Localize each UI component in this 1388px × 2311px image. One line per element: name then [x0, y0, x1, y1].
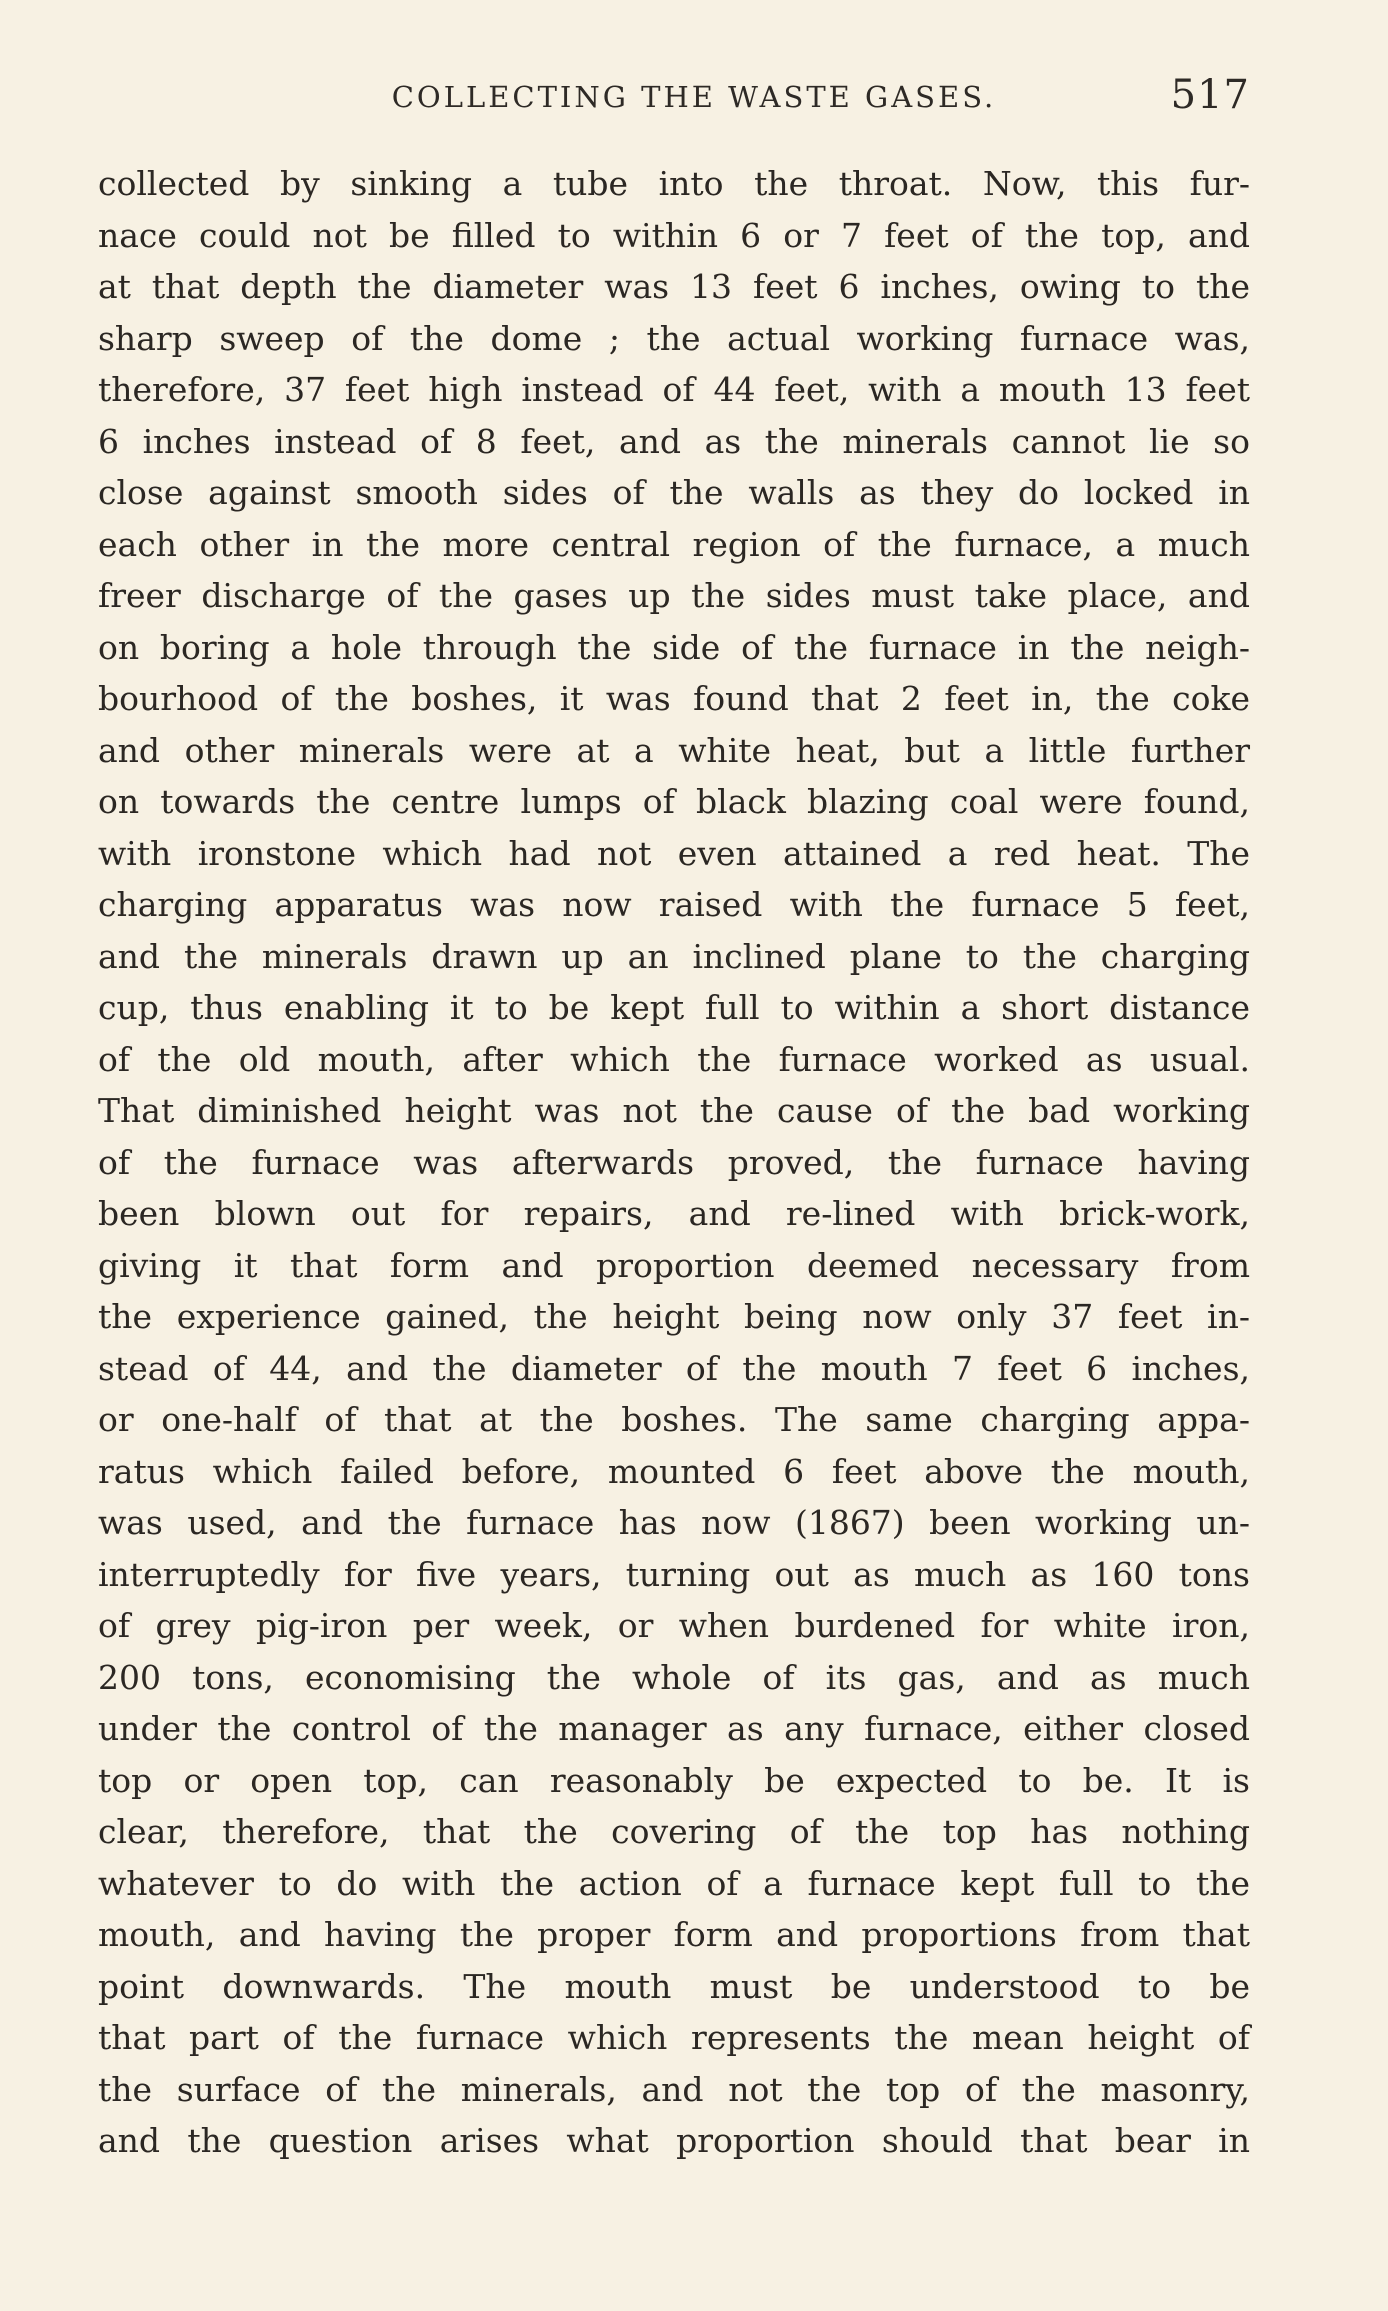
- text-line: 200 tons, economising the whole of its gas, and as much: [98, 1657, 1250, 1697]
- text-line: cup, thus enabling it to be kept full to within a short distance: [98, 988, 1250, 1027]
- text-line: the surface of the minerals, and not the top of the masonry,: [98, 2069, 1250, 2109]
- text-line: bourhood of the boshes, it was found that 2 feet in, the coke: [98, 679, 1250, 718]
- text-line: that part of the furnace which represents the mean height of: [98, 2018, 1250, 2057]
- text-line: on boring a hole through the side of the furnace in the neigh-: [98, 627, 1250, 667]
- text-line: top or open top, can reasonably be expected to be. It is: [98, 1760, 1250, 1800]
- text-line: under the control of the manager as any furnace, either closed: [98, 1709, 1250, 1748]
- text-line: of the old mouth, after which the furnace worked as usual.: [98, 1039, 1250, 1079]
- text-line: charging apparatus was now raised with the furnace 5 feet,: [98, 885, 1250, 924]
- text-line: close against smooth sides of the walls as they do locked in: [98, 473, 1250, 512]
- text-line: nace could not be filled to within 6 or 7 feet of the top, and: [98, 215, 1250, 255]
- body-text: [98, 158, 1250, 2167]
- text-line: was used, and the furnace has now (1867) been working un-: [98, 1503, 1250, 1542]
- text-line: point downwards. The mouth must be understood to be: [98, 1966, 1250, 2006]
- text-line: interruptedly for five years, turning out as much as 160 tons: [98, 1554, 1250, 1594]
- text-line: collected by sinking a tube into the throat. Now, this fur-: [98, 164, 1250, 203]
- text-line: giving it that form and proportion deemed necessary from: [98, 1245, 1250, 1285]
- text-line: with ironstone which had not even attained a red heat. The: [98, 833, 1250, 873]
- text-line: each other in the more central region of the furnace, a much: [98, 524, 1250, 564]
- text-line: ratus which failed before, mounted 6 feet above the mouth,: [98, 1451, 1250, 1491]
- text-line: freer discharge of the gases up the sides must take place, and: [98, 576, 1250, 615]
- running-head: [98, 72, 1250, 128]
- text-line: sharp sweep of the dome ; the actual working furnace was,: [98, 318, 1250, 358]
- text-line: stead of 44, and the diameter of the mouth 7 feet 6 inches,: [98, 1348, 1250, 1388]
- text-line: therefore, 37 feet high instead of 44 feet, with a mouth 13 feet: [98, 370, 1250, 409]
- text-line: 6 inches instead of 8 feet, and as the minerals cannot lie so: [98, 421, 1250, 461]
- text-line: the experience gained, the height being now only 37 feet in-: [98, 1297, 1250, 1336]
- text-line: and the question arises what proportion should that bear in: [98, 2121, 1250, 2160]
- text-line: mouth, and having the proper form and proportions from that: [98, 1915, 1250, 1954]
- text-line: That diminished height was not the cause of the bad working: [98, 1091, 1250, 1130]
- text-line: and the minerals drawn up an inclined plane to the charging: [98, 936, 1250, 976]
- text-line: or one-half of that at the boshes. The same charging appa-: [98, 1400, 1250, 1439]
- text-line: clear, therefore, that the covering of the top has nothing: [98, 1812, 1250, 1851]
- text-line: of grey pig-iron per week, or when burdened for white iron,: [98, 1606, 1250, 1645]
- text-line: on towards the centre lumps of black blazing coal were found,: [98, 782, 1250, 821]
- text-line: at that depth the diameter was 13 feet 6 inches, owing to the: [98, 267, 1250, 306]
- page-number: 517: [1170, 72, 1250, 118]
- text-line: been blown out for repairs, and re-lined with brick-work,: [98, 1194, 1250, 1233]
- text-line: and other minerals were at a white heat, but a little further: [98, 730, 1250, 770]
- text-line: of the furnace was afterwards proved, the furnace having: [98, 1142, 1250, 1182]
- text-line: whatever to do with the action of a furnace kept full to the: [98, 1863, 1250, 1903]
- running-title: COLLECTING THE WASTE GASES.: [391, 80, 997, 114]
